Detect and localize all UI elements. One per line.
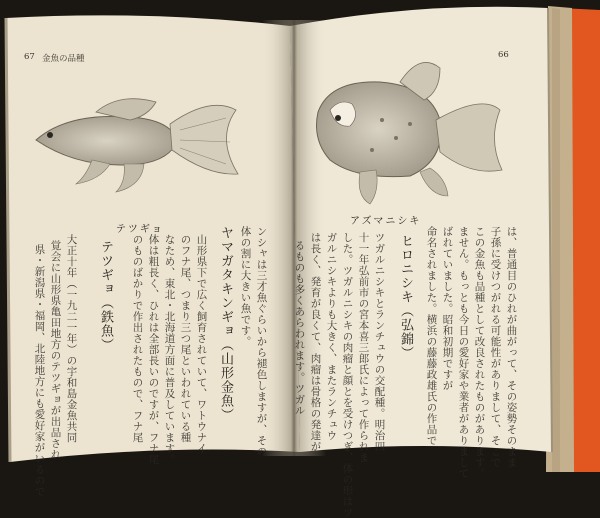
right-page-number: 66	[498, 50, 509, 60]
right-text-line: 子孫に受けつがれる可能性がありまして、そこで	[489, 226, 502, 468]
left-text-line: ンシャは三才魚ぐらいから褪色しますが、その	[255, 226, 268, 457]
left-page-number: 67	[24, 52, 35, 62]
right-fish-caption: アズマニシキ	[350, 216, 422, 227]
left-running-head: 金魚の品種	[42, 54, 85, 64]
left-section-heading: ヤマガタキンギョ（山形金魚）	[218, 226, 233, 422]
right-text-line: は、普通目のひれが曲がって、その姿勢そのまま	[505, 226, 518, 468]
left-text-line: 覚会に山形県亀田地方のテツギョが出品され	[49, 240, 62, 460]
left-text-line: のものばかりで作出されたもので、フナ尾	[131, 234, 144, 443]
right-text-line: 命名されました。横浜の藤藤政雄氏の作品で	[425, 226, 438, 446]
left-text-line: 県・新潟県・福岡、北陸地方にも愛好家がいるので	[33, 244, 46, 497]
right-text-line: ません。もっとも今日の愛好家や業者がありまして	[457, 226, 470, 479]
left-text-line: のフナ尾、つまり三つ尾といわれている種	[179, 234, 192, 443]
left-text-line: 山形県下で広く飼育されていて、ワトウナイ	[195, 234, 208, 454]
right-text-line: した。ツガルニシキの肉瘤と顔とを受けつぎ、体の形はツ	[341, 232, 354, 518]
right-text-line: この金魚も品種として改良されたものがあります。	[473, 226, 486, 479]
right-text-line: は長く、発育が良くて、肉瘤は骨格の発達が	[309, 232, 322, 452]
right-text-line: るものも多くあらわれます。ツガル	[293, 240, 306, 416]
left-text-line: 体の割に大きい魚です。	[239, 226, 252, 347]
left-text-line: 大正十年（一九二一年）の宇和島金魚共同	[65, 234, 78, 443]
left-text-line: 体は粗長く、ひれは全部長いのですが、フナ尾	[147, 234, 160, 465]
left-text-line: なため、東北・北海道方面に普及しています。	[163, 234, 176, 465]
left-fish-caption: テツギョ	[116, 224, 164, 235]
right-text-line: ばれていました。昭和初期ですが	[441, 226, 454, 391]
left-section-heading: テツギョ（鉄魚）	[98, 240, 113, 352]
right-text-line: ツガルニシキとランチュウの交配種。明治四	[373, 232, 386, 452]
right-section-heading: ヒロニシキ（弘錦）	[398, 234, 413, 360]
right-text-line: 十一年弘前市の宮本喜三郎氏によって作られま	[357, 232, 370, 463]
right-text-line: ガルニシキよりも大きく、またランチュウ	[325, 232, 338, 441]
